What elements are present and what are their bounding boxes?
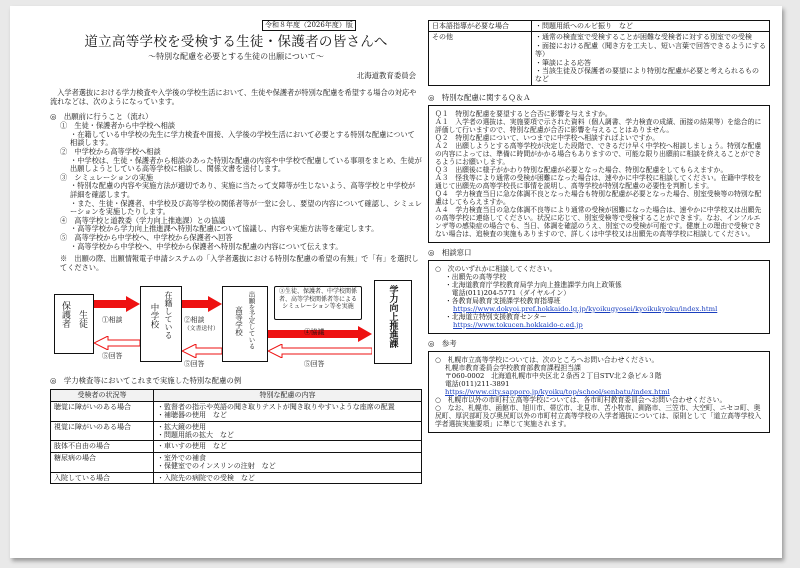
flow-steps [50, 122, 422, 251]
reference-heading: ◎ 参考 [428, 338, 457, 348]
examples-col-measure: 特別な配慮の内容 [154, 390, 422, 401]
contact-line: 電話(011)204-5771（ダイヤルイン） [445, 288, 571, 297]
step-label: ④ 高等学校と道教委（学力向上推進課）との協議 [60, 215, 226, 225]
high-school-box [222, 286, 268, 362]
table-row [51, 452, 422, 472]
reference-p3: ○ なお、札幌市、函館市、旭川市、帯広市、北見市、苫小牧市、釧路市、三笠市、大空町、ニセコ町、奥尻町、厚沢部町及び奥尻町以外の市町村立高等学校の入学者選抜については、原則として「道立高等学校入学者選抜実施要項」に準じて実施されます。 [435, 403, 762, 428]
qa-question: Ｑ２ 特別な配慮について、いつまでに中学校へ相談すればよいですか。 [435, 133, 660, 142]
arrow-answer-bureau [268, 344, 372, 358]
measure-item: ・室外での補食 [157, 453, 206, 462]
simulation-box: ③生徒、保護者、中学校関係者、高等学校関係者等による シミュレーション等を実施 [274, 286, 362, 320]
qa-answer: Ａ３ 怪我等により通常の受検が困難になった場合は、速やかに中学校に相談してください。在籍中学校を通じて出願先の高等学校長に事情を説明し、高等学校が特別な配慮の必要性を判断します。 [435, 173, 762, 190]
measure-cell [154, 452, 422, 472]
measure-item: ・面接における配慮（聞き方を工夫し、短い言葉で回答できるようにする等） [535, 41, 766, 59]
status-cell: 糖尿病の場合 [51, 452, 154, 472]
flow-diagram [50, 278, 422, 370]
measure-item: ・監督者の指示や英語の聞き取りテストが聞き取りやすいような座席の配置 [157, 402, 395, 411]
consult-2-sub: （文書送付） [184, 326, 219, 333]
consult-1-label: ①相談 [102, 316, 123, 325]
contact-lead: ○ 次のいずれかに相談してください。 [435, 264, 557, 273]
arrow-consult-2 [182, 296, 222, 312]
measure-cell [154, 441, 422, 452]
consult-4-label: ④協議 [304, 328, 325, 337]
measure-item: ・当該生徒及び保護者の要望により特別な配慮が必要と考えられるもの など [535, 67, 766, 84]
table-row [51, 441, 422, 452]
contact-link-tokucen[interactable]: https://www.tokucen.hokkaido-c.ed.jp [453, 320, 583, 329]
guardian-label: 保護者 [60, 301, 70, 329]
measure-cell: ・問題用紙へのルビ振り など [532, 21, 770, 32]
author: 北海道教育委員会 [356, 71, 416, 80]
step-detail: ・特別な配慮の内容や実施方法が適切であり、実施に当たって支障等が生じないよう、高等学校と中学校が詳細を確認します。 [70, 181, 416, 199]
table-row [429, 21, 770, 32]
step-label: ② 中学校から高等学校へ相談 [60, 146, 161, 156]
student-guardian-box [54, 294, 94, 354]
qa-answer: Ａ１ 入学者の選抜は、実施要項で示された資料（個人調書、学力検査の成績、面接の結果等）を総合的に評価して行いますので、特別な配慮が合否に影響を与えることはありません。 [435, 117, 762, 134]
high-school-label: 高等学校 [234, 305, 244, 336]
reference-p2: ○ 札幌市以外の市町村立高等学校については、各市町村教育委員会へお問い合わせください。 [435, 395, 727, 404]
middle-school-label: 中学校 [149, 302, 159, 329]
step-label: ③ シミュレーションの実施 [60, 172, 154, 182]
contact-line: ・出願先の高等学校 [445, 272, 507, 281]
reference-box [428, 351, 770, 433]
measure-item: ・問題用紙の拡大 など [157, 430, 234, 439]
measure-cell [154, 472, 422, 483]
table-row [51, 421, 422, 441]
status-cell: 肢体不自由の場合 [51, 441, 154, 452]
reference-line: 札幌市教育委員会学校教育部教育課程担当課 [445, 363, 581, 372]
bureau-label: 学力向上推進課 [387, 285, 398, 349]
edition-badge: 令和８年度（2026年度）版 [262, 20, 356, 31]
qa-box [428, 105, 770, 243]
step-detail: ・また、生徒・保護者、中学校及び高等学校の関係者等が一堂に会し、要望の内容について確認し、シミュレーションを実施したりします。 [70, 198, 422, 217]
reference-address [435, 364, 763, 396]
right-column [428, 20, 770, 550]
answer-middle-label: ⑤回答 [102, 352, 123, 361]
page-title: 道立高等学校を受検する生徒・保護者の皆さんへ [84, 34, 388, 50]
measure-cell [154, 401, 422, 421]
contact-box [428, 260, 770, 334]
reference-p1: ○ 札幌市立高等学校については、次のところへお問い合わせください。 [435, 355, 659, 364]
status-cell: 入院している場合 [51, 472, 154, 483]
measure-item: ・拡大鏡の使用 [157, 422, 206, 431]
step-detail: ・在籍している中学校の先生に学力検査や面接、入学後の学校生活において必要とする特別な配慮について相談します。 [70, 129, 415, 148]
consult-2-label: ②相談 [184, 316, 205, 325]
qa-heading: ◎ 特別な配慮に関するＱ＆Ａ [428, 92, 531, 102]
examples-heading: ◎ 学力検査等においてこれまで実施した特別な配慮の例 [50, 376, 242, 386]
contact-line: ・北海道教育庁学校教育局学力向上推進課学力向上政策係 [445, 280, 622, 289]
measure-cell [154, 421, 422, 441]
reference-line: 〒060-0002 北海道札幌市中央区北２条西２丁目STV北２条ビル３階 [445, 371, 662, 380]
middle-school-box [140, 286, 182, 362]
table-row [429, 32, 770, 85]
document-sheet [10, 6, 782, 558]
arrow-consult-1 [94, 296, 140, 312]
status-cell: 聴覚に障がいのある場合 [51, 401, 154, 421]
qa-question: Ｑ３ 出願後に様子がかわり特別な配慮が必要となった場合、特別な配慮をしてもらえますか。 [435, 165, 728, 174]
section-flow-heading: ◎ 出願前に行うこと（流れ） [50, 112, 153, 122]
status-cell: 視覚に障がいのある場合 [51, 421, 154, 441]
measure-item: ・車いすの使用 など [157, 442, 227, 451]
measure-cell [532, 32, 770, 85]
step-label: ① 生徒・保護者から中学校へ相談 [60, 121, 176, 131]
step-detail: ・高等学校から学力向上推進課へ特別な配慮について協議し、内容や実施方法等を確定します。 [70, 224, 379, 234]
bureau-box [374, 280, 412, 364]
status-cell: その他 [429, 32, 532, 85]
page-subtitle: ～特別な配慮を必要とする生徒の出願について～ [148, 52, 324, 61]
step-detail: ・中学校は、生徒・保護者から相談のあった特別な配慮の内容や中学校で配慮している事項をまとめ、生徒が出願しようとしている高等学校に相談し、関係文書を送付します。 [70, 155, 422, 174]
step-detail: ・高等学校から中学校へ、中学校から保護者へ特別な配慮の内容について伝えます。 [70, 241, 343, 251]
arrow-answer-middle [94, 336, 140, 350]
contact-line: ・各教育局教育支援課学校教育指導班 [445, 296, 561, 305]
measure-item: ・入院先の病院での受検 など [157, 473, 255, 482]
arrow-answer-highschool [182, 344, 222, 358]
enrolled-label: 在籍している [164, 291, 173, 340]
qa-answer: Ａ２ 出願しようとする高等学校が決定した段階で、できるだけ早く中学校へ相談しましょう。特別な配慮の内容によっては、準備に時間がかかる場合もありますので、可能な限り出願前に相談を終えることができるようにお願いします。 [435, 141, 762, 166]
status-cell: 日本語指導が必要な場合 [429, 21, 532, 32]
answer-bureau-label: ⑤回答 [304, 360, 325, 369]
applying-label: 出願を予定している [247, 291, 256, 350]
contact-link-kyoikukyoku[interactable]: https://www.dokyoi.pref.hokkaido.lg.jp/kyoikugyosei/kyoikukyoku/index.html [453, 304, 718, 313]
qa-answer: Ａ４ 学力検査当日の急な体調不良等により通常の受検が困難になった場合は、速やかに中学校又は出願先の高等学校に連絡してください。状況に応じて、別室受検等で受検することができます。なお、インフルエンザ等の感染症の場合でも、当日、体調を確認のうえ、別室での受検が可能です。健康上の理由で受検できない場合は、追検査の実施もありますので、詳しくは中学校又は出願先の高等学校に相談してください。 [435, 205, 762, 238]
left-column [50, 20, 422, 550]
contact-line: ・北海道立特別支援教育センター [445, 312, 547, 321]
student-label: 生徒 [77, 309, 87, 328]
measure-item: ・保健室でのインスリンの注射 など [157, 462, 276, 471]
answer-highschool-label: ⑤回答 [184, 360, 205, 369]
contact-list [435, 273, 763, 329]
examples-col-status: 受検者の状況等 [51, 390, 154, 401]
qa-question: Ｑ４ 学力検査当日に急な体調不良となった場合も特別な配慮が必要となった場合、別室受検等の特別な配慮はしてもらえますか。 [435, 189, 762, 206]
examples-table [50, 389, 422, 484]
reference-link-sapporo[interactable]: https://www.city.sapporo.jp/kyoiku/top/school/senbatu/index.html [445, 387, 670, 396]
measure-item: ・補聴器の使用 など [157, 411, 227, 420]
measure-item: ・筆談による応答 [535, 58, 591, 67]
contact-heading: ◎ 相談窓口 [428, 247, 472, 257]
table-row [51, 472, 422, 483]
table-row [51, 401, 422, 421]
examples-table-continued [428, 20, 770, 86]
step-label: ⑤ 高等学校から中学校へ、中学校から保護者へ回答 [60, 232, 233, 242]
qa-question: Ｑ１ 特別な配慮を要望すると合否に影響を与えますか。 [435, 109, 612, 118]
reference-line: 電話(011)211-3891 [445, 379, 510, 388]
measure-item: ・通常の検査室で受検することが困難な受検者に対する別室での受検 [535, 33, 752, 42]
application-note: ※ 出願の際、出願情報電子申請システムの「入学者選抜における特別な配慮の希望の有無」で「有」を選択してください。 [60, 254, 419, 272]
intro-text: 入学者選抜における学力検査や入学後の学校生活において、生徒や保護者が特別な配慮を希望する場合の対応や流れなどは、次のようになっています。 [50, 88, 417, 106]
